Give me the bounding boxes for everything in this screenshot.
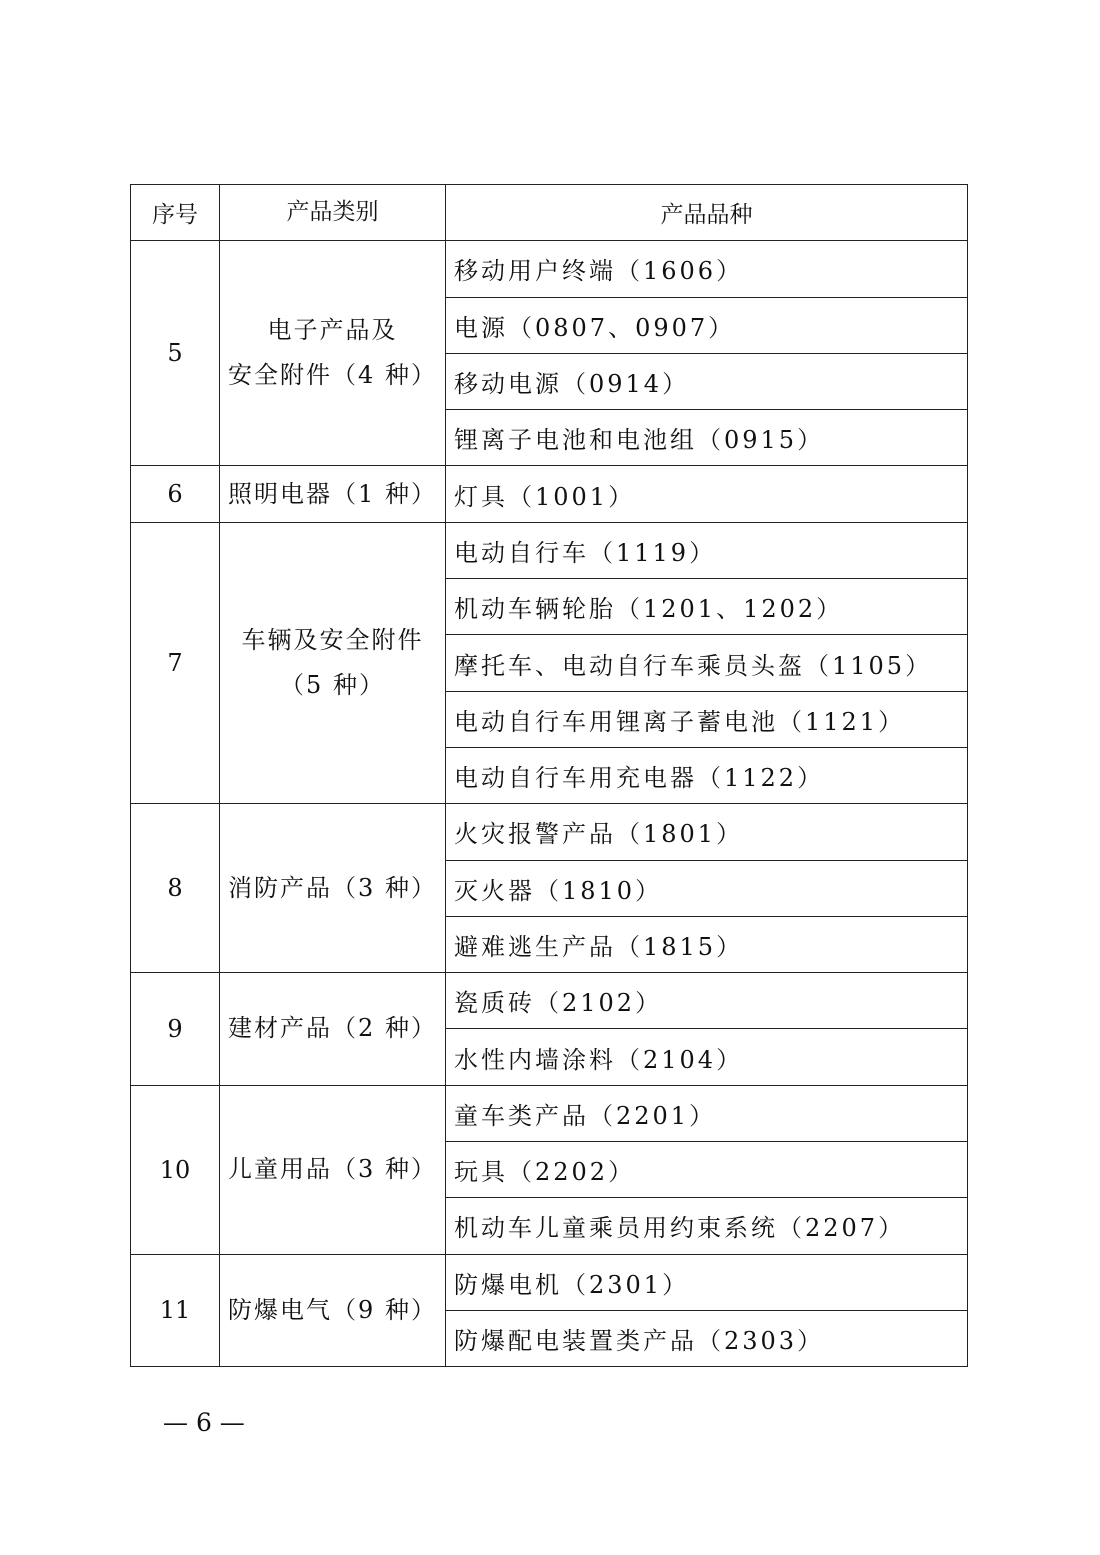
category-line: 儿童用品（3 种） bbox=[228, 1155, 437, 1184]
category-line: 车辆及安全附件 bbox=[241, 626, 424, 655]
serial-cell: 11 bbox=[131, 1254, 220, 1367]
category-cell bbox=[220, 241, 446, 466]
variety-cell: 水性内墙涂料（2104） bbox=[446, 1029, 968, 1085]
category-cell bbox=[220, 973, 446, 1086]
table-header-row bbox=[131, 185, 968, 241]
category-line: 照明电器（1 种） bbox=[228, 479, 437, 508]
serial-cell: 6 bbox=[131, 466, 220, 522]
variety-cell: 电动自行车用锂离子蓄电池（1121） bbox=[446, 691, 968, 747]
category-line: （5 种） bbox=[280, 671, 385, 700]
variety-cell: 火灾报警产品（1801） bbox=[446, 804, 968, 860]
serial-cell: 10 bbox=[131, 1085, 220, 1254]
header-category: 产品类别 bbox=[220, 185, 446, 241]
page-number: — 6 — bbox=[163, 1408, 245, 1437]
table-row bbox=[131, 1254, 968, 1310]
variety-cell: 机动车儿童乘员用约束系统（2207） bbox=[446, 1198, 968, 1254]
variety-cell: 电动自行车用充电器（1122） bbox=[446, 747, 968, 803]
table-row bbox=[131, 241, 968, 297]
table-row bbox=[131, 1085, 968, 1141]
table-row bbox=[131, 973, 968, 1029]
variety-cell: 防爆配电装置类产品（2303） bbox=[446, 1310, 968, 1366]
product-table bbox=[130, 184, 968, 1367]
category-cell bbox=[220, 1254, 446, 1367]
header-variety: 产品品种 bbox=[446, 185, 968, 241]
variety-cell: 童车类产品（2201） bbox=[446, 1085, 968, 1141]
serial-cell: 5 bbox=[131, 241, 220, 466]
category-line: 防爆电气（9 种） bbox=[228, 1295, 437, 1324]
serial-cell: 8 bbox=[131, 804, 220, 973]
category-line: 消防产品（3 种） bbox=[228, 873, 437, 902]
category-cell bbox=[220, 1085, 446, 1254]
category-line: 电子产品及 bbox=[267, 316, 398, 345]
header-serial: 序号 bbox=[131, 185, 220, 241]
variety-cell: 锂离子电池和电池组（0915） bbox=[446, 410, 968, 466]
variety-cell: 移动用户终端（1606） bbox=[446, 241, 968, 297]
variety-cell: 灯具（1001） bbox=[446, 466, 968, 522]
variety-cell: 防爆电机（2301） bbox=[446, 1254, 968, 1310]
category-cell bbox=[220, 522, 446, 803]
serial-cell: 7 bbox=[131, 522, 220, 803]
variety-cell: 电源（0807、0907） bbox=[446, 297, 968, 353]
variety-cell: 电动自行车（1119） bbox=[446, 522, 968, 578]
variety-cell: 瓷质砖（2102） bbox=[446, 973, 968, 1029]
category-cell bbox=[220, 804, 446, 973]
variety-cell: 灭火器（1810） bbox=[446, 860, 968, 916]
table-row bbox=[131, 522, 968, 578]
variety-cell: 摩托车、电动自行车乘员头盔（1105） bbox=[446, 635, 968, 691]
table-row bbox=[131, 804, 968, 860]
table-row bbox=[131, 466, 968, 522]
variety-cell: 避难逃生产品（1815） bbox=[446, 916, 968, 972]
variety-cell: 移动电源（0914） bbox=[446, 353, 968, 409]
table-body bbox=[131, 241, 968, 1367]
variety-cell: 玩具（2202） bbox=[446, 1142, 968, 1198]
serial-cell: 9 bbox=[131, 973, 220, 1086]
variety-cell: 机动车辆轮胎（1201、1202） bbox=[446, 579, 968, 635]
category-line: 安全附件（4 种） bbox=[228, 361, 437, 390]
category-line: 建材产品（2 种） bbox=[228, 1014, 437, 1043]
category-cell bbox=[220, 466, 446, 522]
